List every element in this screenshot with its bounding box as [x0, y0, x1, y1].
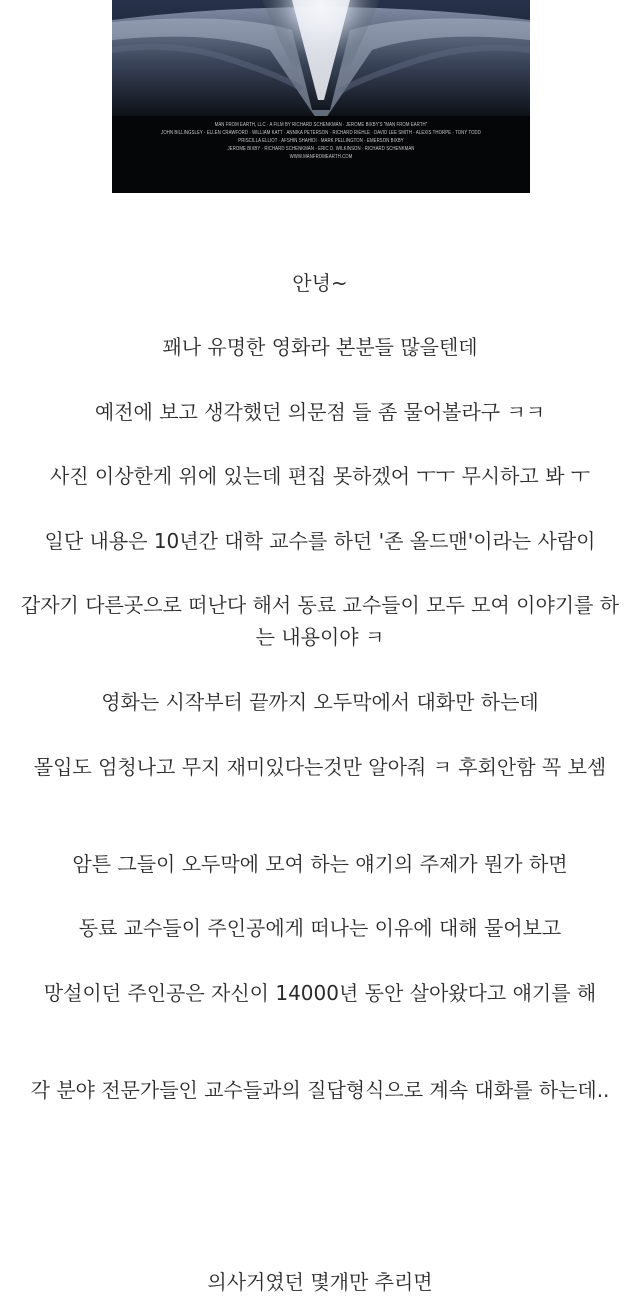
- post-line: 동료 교수들이 주인공에게 떠나는 이유에 대해 물어보고: [78, 916, 562, 940]
- post-line: 몰입도 엄청나고 무지 재미있다는것만 알아줘 ㅋ 후회안함 꼭 보셈: [33, 755, 607, 779]
- post-line: 갑자기 다른곳으로 떠난다 해서 동료 교수들이 모두 모여 이야기를 하는 내용이야 ㅋ: [20, 593, 620, 649]
- post-line: 망설이던 주인공은 자신이 14000년 동안 살아왔다고 얘기를 해: [43, 981, 597, 1005]
- post-line: 안녕~: [292, 271, 348, 295]
- poster-credit-line: JOHN BILLINGSLEY · ELLEN CRAWFORD · WILLIAM KATT · ANNIKA PETERSON · RICHARD RIEHLE · DAVID LEE SMITH · ALEXIS THORPE · TONY TODD: [161, 130, 481, 136]
- post-line: 예전에 보고 생각했던 의문점 들 좀 물어볼라구 ㅋㅋ: [94, 400, 546, 424]
- post-line: 사진 이상한게 위에 있는데 편집 못하겠어 ㅜㅜ 무시하고 봐 ㅜ: [49, 464, 591, 488]
- post-line: 일단 내용은 10년간 대학 교수를 하던 '존 올드맨'이라는 사람이: [44, 529, 596, 553]
- earth-horizon-image: [112, 0, 530, 193]
- movie-poster: [112, 0, 530, 193]
- poster-credit-line: JEROME BIXBY · RICHARD SCHENKMAN · ERIC D. WILKINSON · RICHARD SCHENKMAN: [227, 146, 415, 152]
- poster-credit-line: WWW.MANFROMEARTH.COM: [289, 154, 353, 160]
- poster-credit-line: MAN FROM EARTH, LLC · A FILM BY RICHARD SCHENKMAN · JEROME BIXBY'S "MAN FROM EARTH": [214, 122, 428, 128]
- post-line: 암튼 그들이 오두막에 모여 하는 얘기의 주제가 뭔가 하면: [72, 852, 568, 876]
- post-line: 영화는 시작부터 끝까지 오두막에서 대화만 하는데: [101, 690, 539, 714]
- post-line: 의사거였던 몇개만 추리면: [207, 1270, 433, 1294]
- poster-credits: [141, 121, 500, 161]
- poster-credit-line: PRISCILLA ELLIOT · AFSHIN SHAHIDI · MARK PELLINGTON · EMERSON BIXBY: [238, 138, 404, 144]
- post-line: 꽤나 유명한 영화라 본분들 많을텐데: [162, 335, 478, 359]
- post-line: 각 분야 전문가들인 교수들과의 질답형식으로 계속 대화를 하는데..: [30, 1078, 610, 1102]
